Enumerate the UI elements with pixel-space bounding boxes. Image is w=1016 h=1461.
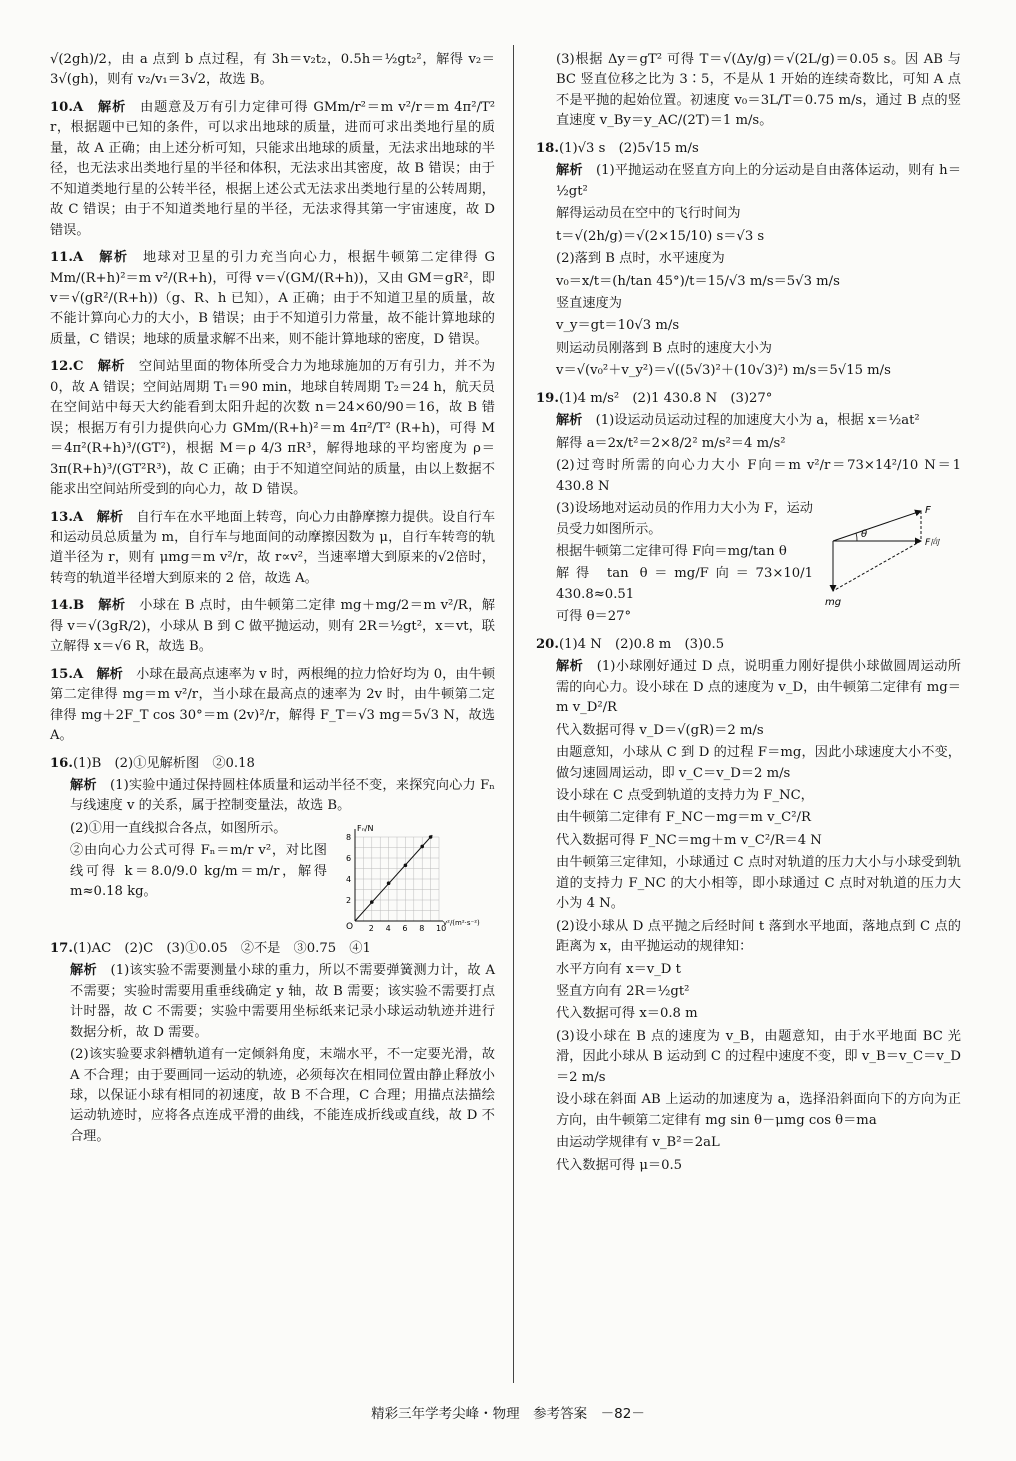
graph-origin: O (346, 921, 354, 932)
answer-20-line: 设小球在 C 点受到轨道的支持力为 F_NC， (556, 787, 814, 803)
x-tick-label: 2 (368, 923, 374, 933)
graph-x-label: v²/(m²·s⁻²) (443, 918, 480, 927)
answer-18-line: (2)落到 B 点时，水平速度为 (556, 251, 725, 267)
answer-18-line: 解得运动员在空中的飞行时间为 (556, 206, 741, 222)
answer-16-analysis: 解析 (1)实验中通过保持圆柱体质量和运动半径不变，来探究向心力 Fₙ 与线速度 v 的关系，属于控制变量法，故选 B。 (70, 777, 495, 814)
answer-15: 15.A 解析 小球在最高点速率为 v 时，两根绳的拉力恰好均为 0，由牛顿第二定律得 mg＝m v²/r，当小球在最高点的速率为 2v 时，由牛顿第二定律得 mg＋2F_T cos 30°＝m (2v)²/r，解得 F_T＝√3 mg＝5√3 N，故选 A。 (50, 666, 496, 744)
answer-19-line: 解得 a＝2x/t²＝2×8/2² m/s²＝4 m/s² (556, 435, 786, 451)
data-point (404, 863, 408, 867)
answer-20-line: 设小球在斜面 AB 上运动的加速度为 a，选择沿斜面向下的方向为正方向，由牛顿第二定律有 mg sin θ－μmg cos θ＝ma (556, 1092, 961, 1128)
answer-20-line: 由牛顿第三定律知，小球通过 C 点时对轨道的压力大小与小球受到轨道的支持力 F_NC 的大小相等，即小球通过 C 点时对轨道的压力大小为 4 N。 (556, 855, 961, 912)
answer-12: 12.C 解析 空间站里面的物体所受合力为地球施加的万有引力，并不为 0，故 A 错误；空间站周期 T₁＝90 min，地球自转周期 T₂＝24 h，航天员在空间站中每天大约能看到太阳升起的次数 n＝24×60/90＝16，故 B 错误；根据万有引力提供向心力 GMm/(R+h)²＝m 4π²/T² (R+h)，可得 M＝4π²(R+h)³/(GT²)，根据 M＝ρ 4/3 πR³，解得地球的平均密度为 ρ＝3π(R+h)³/(GT²R³)，故 C 正确；由于不知道空间站的质量，由以上数据不能求出空间站所受到的向心力，故 D 错误。 (50, 359, 496, 498)
force-diagram (821, 503, 961, 613)
theta-label: θ (861, 529, 868, 541)
data-point (387, 881, 391, 885)
graph-fit-line (355, 835, 432, 921)
force-Fn-label: F向 (925, 538, 940, 549)
answer-20-line: (2)设小球从 D 点平抛之后经时间 t 落到水平地面，落地点到 C 点的距离为 x，由平抛运动的规律知： (556, 918, 961, 955)
answer-16-key: 16.(1)B (2)①见解析图 ②0.18 (50, 755, 255, 771)
answer-18-line: v₀＝x/t＝(h/tan 45°)/t＝15/√3 m/s＝5√3 m/s (556, 273, 840, 289)
answer-20-line: 代入数据可得 v_D＝√(gR)＝2 m/s (556, 722, 764, 738)
answer-18-key: 18.(1)√3 s (2)5√15 m/s (536, 140, 699, 156)
answer-19-force-block (536, 499, 961, 635)
x-tick-label: 10 (436, 923, 447, 933)
answer-16-part2-1: (2)①用一直线拟合各点，如图所示。 (70, 820, 287, 836)
answer-20-line: 由题意知，小球从 C 到 D 的过程 F＝mg，因此小球速度大小不变，做匀速圆周运动，即 v_C＝v_D＝2 m/s (556, 745, 961, 781)
answer-20-line: 由运动学规律有 v_B²＝2aL (556, 1135, 720, 1151)
answer-19-analysis: 解析 (1)设运动员运动过程的加速度大小为 a，根据 x＝½at² (556, 413, 920, 429)
column-divider (513, 45, 514, 1383)
answer-18-line: 竖直速度为 (556, 295, 622, 311)
answer-18-analysis: 解析 (1)平抛运动在竖直方向上的分运动是自由落体运动，则有 h＝½gt² (556, 163, 962, 199)
answer-20-line: 竖直方向有 2R＝½gt² (556, 984, 690, 1000)
answer-19-key: 19.(1)4 m/s² (2)1 430.8 N (3)27° (536, 390, 773, 406)
answer-20-line: 由牛顿第二定律有 F_NC－mg＝m v_C²/R (556, 810, 811, 826)
answer-19-line: 可得 θ＝27° (556, 609, 632, 625)
answer-19-line: (3)设场地对运动员的作用力大小为 F，运动员受力如图所示。 (556, 501, 813, 537)
answer-11: 11.A 解析 地球对卫星的引力充当向心力，根据牛顿第二定律得 G Mm/(R+h)²＝m v²/(R+h)，可得 v＝√(GM/(R+h))，又由 GM＝gR²，即 v＝√(gR²/(R+h))（g、R、h 已知），A 正确；由于不知道卫星的质量，故不能计算向心力的大小，B 错误；由于不知道引力常量，故不能计算地球的质量，C 错误；地球的质量求解不出来，则不能计算地球的密度，D 错误。 (50, 250, 496, 347)
graph-ticks (346, 833, 446, 933)
answer-20-line: 代入数据可得 F_NC＝mg＋m v_C²/R＝4 N (556, 832, 822, 848)
right-column (536, 50, 961, 1183)
data-point (420, 845, 424, 849)
answer-18-line: v_y＝gt＝10√3 m/s (556, 318, 680, 334)
answer-13: 13.A 解析 自行车在水平地面上转弯，向心力由静摩擦力提供。设自行车和运动员总质量为 m，自行车与地面间的动摩擦因数为 μ，自行车转弯的轨道半径为 r，则有 μmg＝m v²/r，故 r∝v²，当速率增大到原来的√2倍时，转弯的轨道半径增大到原来的 2 倍，故选 A。 (50, 509, 496, 586)
answer-9-continued: √(2gh)/2，由 a 点到 b 点过程，有 3h＝v₂t₂，0.5h＝½gt₂²，解得 v₂＝3√(gh)，则有 v₂/v₁＝3√2，故选 B。 (50, 52, 495, 88)
y-tick-label: 2 (346, 895, 352, 905)
answer-16-graph-block (50, 819, 495, 939)
answer-14: 14.B 解析 小球在 B 点时，由牛顿第二定律 mg＋mg/2＝m v²/R，解得 v＝√(3gR/2)，小球从 B 到 C 做平抛运动，则有 2R＝½gt²，x＝vt，联立解得 x＝√6 R，故选 B。 (50, 598, 496, 655)
theta-arc (856, 533, 857, 541)
left-column (50, 50, 495, 1154)
answer-17-analysis-1: 解析 (1)该实验不需要测量小球的重力，所以不需要弹簧测力计，故 A 不需要；实验时需要用重垂线确定 y 轴，故 B 需要；该实验不需要打点计时器，故 C 不需要；实验中需要用坐标纸来记录小球运动轨迹并进行数据分析，故 D 需要。 (70, 963, 495, 1040)
answer-20-line: (3)设小球在 B 点的速度为 v_B，由题意知，由于水平地面 BC 光滑，因此小球从 B 运动到 C 的过程中速度不变，即 v_B＝v_C＝v_D＝2 m/s (556, 1028, 961, 1085)
force-mg-label: mg (825, 597, 842, 609)
force-F-label: F (925, 505, 931, 517)
page-footer: 精彩三年学考尖峰・物理 参考答案 －82－ (371, 1406, 645, 1422)
force-velocity-graph (335, 823, 495, 935)
y-tick-label: 8 (346, 832, 352, 842)
data-point (370, 900, 374, 904)
x-tick-label: 6 (402, 923, 408, 933)
force-dashed (833, 541, 921, 591)
y-tick-label: 6 (346, 853, 352, 863)
graph-y-label: Fₙ/N (357, 823, 374, 833)
answer-20-key: 20.(1)4 N (2)0.8 m (3)0.5 (536, 636, 725, 652)
x-tick-label: 8 (419, 923, 425, 933)
answer-20-line: 代入数据可得 μ＝0.5 (556, 1157, 683, 1173)
answer-10: 10.A 解析 由题意及万有引力定律可得 GMm/r²＝m v²/r＝m 4π²/T² r，根据题中已知的条件，可以求出地球的质量，进而可求出类地行星的质量，故 A 正确；由上述分析可知，只能求出地球的质量，无法求出地球的半径，也无法求出类地行星的半径和体积，无法求出其密度，故 B 错误；由于不知道类地行星的公转半径，根据上述公式无法求出类地行星的公转周期，故 C 错误；由于不知道类地行星的半径，无法求得其第一宇宙速度，故 D 错误。 (50, 99, 496, 238)
answer-19-line: 解得 tan θ＝mg/F向＝73×10/1 430.8≈0.51 (556, 566, 813, 602)
answer-17-analysis-2: (2)该实验要求斜槽轨道有一定倾斜角度，末端水平，不一定要光滑，故 A 不合理；由于要画同一运动的轨迹，必须每次在相同位置由静止释放小球，以保证小球有相同的初速度，故 B 不合理，C 合理；用描点法描绘运动轨迹时，应将各点连成平滑的曲线，不能连成折线或直线，故 D 不合理。 (70, 1047, 495, 1144)
x-tick-label: 4 (385, 923, 391, 933)
answer-18-line: 则运动员刚落到 B 点时的速度大小为 (556, 340, 772, 356)
answer-18-line: v＝√(v₀²＋v_y²)＝√((5√3)²＋(10√3)²) m/s＝5√15 m/s (556, 363, 891, 379)
y-tick-label: 4 (346, 874, 352, 884)
answer-17-key: 17.(1)AC (2)C (3)①0.05 ②不是 ③0.75 ④1 (50, 940, 371, 956)
answer-20-line: 水平方向有 x＝v_D t (556, 961, 681, 977)
graph-grid (355, 837, 439, 921)
data-point (429, 835, 433, 839)
answer-17-part3: (3)根据 Δy＝gT² 可得 T＝√(Δy/g)＝√(2L/g)＝0.05 s。因 AB 与 BC 竖直位移之比为 3∶5，不是从 1 开始的连续奇数比，可知 A 点不是平抛的起始位置。初速度 v₀＝3L/T＝0.75 m/s，通过 B 点的竖直速度 v_By＝y_AC/(2T)＝1 m/s。 (556, 52, 961, 129)
force-F-arrow (833, 511, 921, 541)
answer-19-line: 根据牛顿第二定律可得 F向＝mg/tan θ (556, 543, 787, 559)
answer-20-line: 代入数据可得 x＝0.8 m (556, 1006, 698, 1022)
answer-18-line: t＝√(2h/g)＝√(2×15/10) s＝√3 s (556, 228, 765, 244)
answer-20-analysis: 解析 (1)小球刚好通过 D 点，说明重力刚好提供小球做圆周运动所需的向心力。设小球在 D 点的速度为 v_D，由牛顿第二定律有 mg＝m v_D²/R (556, 659, 961, 716)
answer-19-line: (2)过弯时所需的向心力大小 F向＝m v²/r＝73×14²/10 N＝1 430.8 N (556, 458, 961, 494)
answer-16-part2-2: ②由向心力公式可得 Fₙ＝m/r v²，对比图线可得 k＝8.0/9.0 kg/m＝m/r，解得 m≈0.18 kg。 (70, 843, 327, 900)
